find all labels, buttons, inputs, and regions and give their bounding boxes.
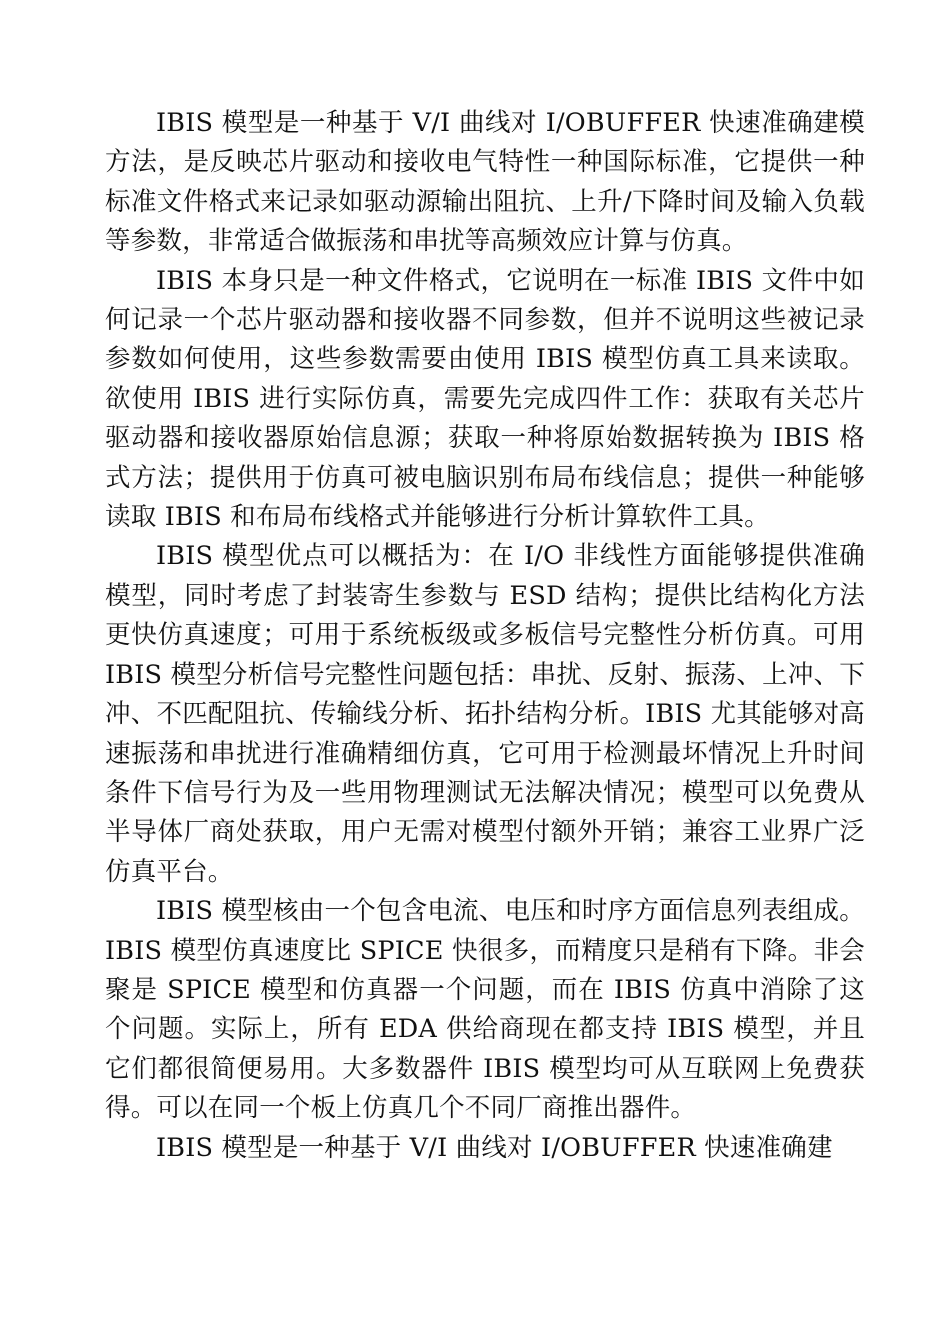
paragraph-ibis-vs-spice: IBIS 模型核由一个包含电流、电压和时序方面信息列表组成。IBIS 模型仿真速度比 SPICE 快很多，而精度只是稍有下降。非会聚是 SPICE 模型和仿真器一个问题，而在 IBIS 仿真中消除了这个问题。实际上，所有 EDA 供给商现在都支持 IBIS 模型，并且它们都很简便易用。大多数器件 IBIS 模型均可从互联网上免费获得。可以在同一个板上仿真几个不同厂商推出器件。 <box>105 896 865 1124</box>
document-page <box>105 104 865 1168</box>
paragraph-ibis-file-format: IBIS 本身只是一种文件格式，它说明在一标准 IBIS 文件中如何记录一个芯片驱动器和接收器不同参数，但并不说明这些被记录参数如何使用，这些参数需要由使用 IBIS 模型仿真工具来读取。欲使用 IBIS 进行实际仿真，需要先完成四件工作：获取有关芯片驱动器和接收器原始信息源；获取一种将原始数据转换为 IBIS 格式方法；提供用于仿真可被电脑识别布局布线信息；提供一种能够读取 IBIS 和布局布线格式并能够进行分析计算软件工具。 <box>105 265 865 533</box>
paragraph-ibis-definition: IBIS 模型是一种基于 V/I 曲线对 I/OBUFFER 快速准确建模方法，是反映芯片驱动和接收电气特性一种国际标准，它提供一种标准文件格式来记录如驱动源输出阻抗、上升/下降时间及输入负载等参数，非常适合做振荡和串扰等高频效应计算与仿真。 <box>105 108 865 257</box>
paragraph-ibis-advantages: IBIS 模型优点可以概括为：在 I/O 非线性方面能够提供准确模型，同时考虑了封装寄生参数与 ESD 结构；提供比结构化方法更快仿真速度；可用于系统板级或多板信号完整性分析仿真。可用 IBIS 模型分析信号完整性问题包括：串扰、反射、振荡、上冲、下冲、不匹配阻抗、传输线分析、拓扑结构分析。IBIS 尤其能够对高速振荡和串扰进行准确精细仿真，它可用于检测最坏情况上升时间条件下信号行为及一些用物理测试无法解决情况；模型可以免费从半导体厂商处获取，用户无需对模型付额外开销；兼容工业界广泛仿真平台。 <box>105 541 865 887</box>
paragraph-ibis-definition-repeat: IBIS 模型是一种基于 V/I 曲线对 I/OBUFFER 快速准确建 <box>156 1132 833 1163</box>
